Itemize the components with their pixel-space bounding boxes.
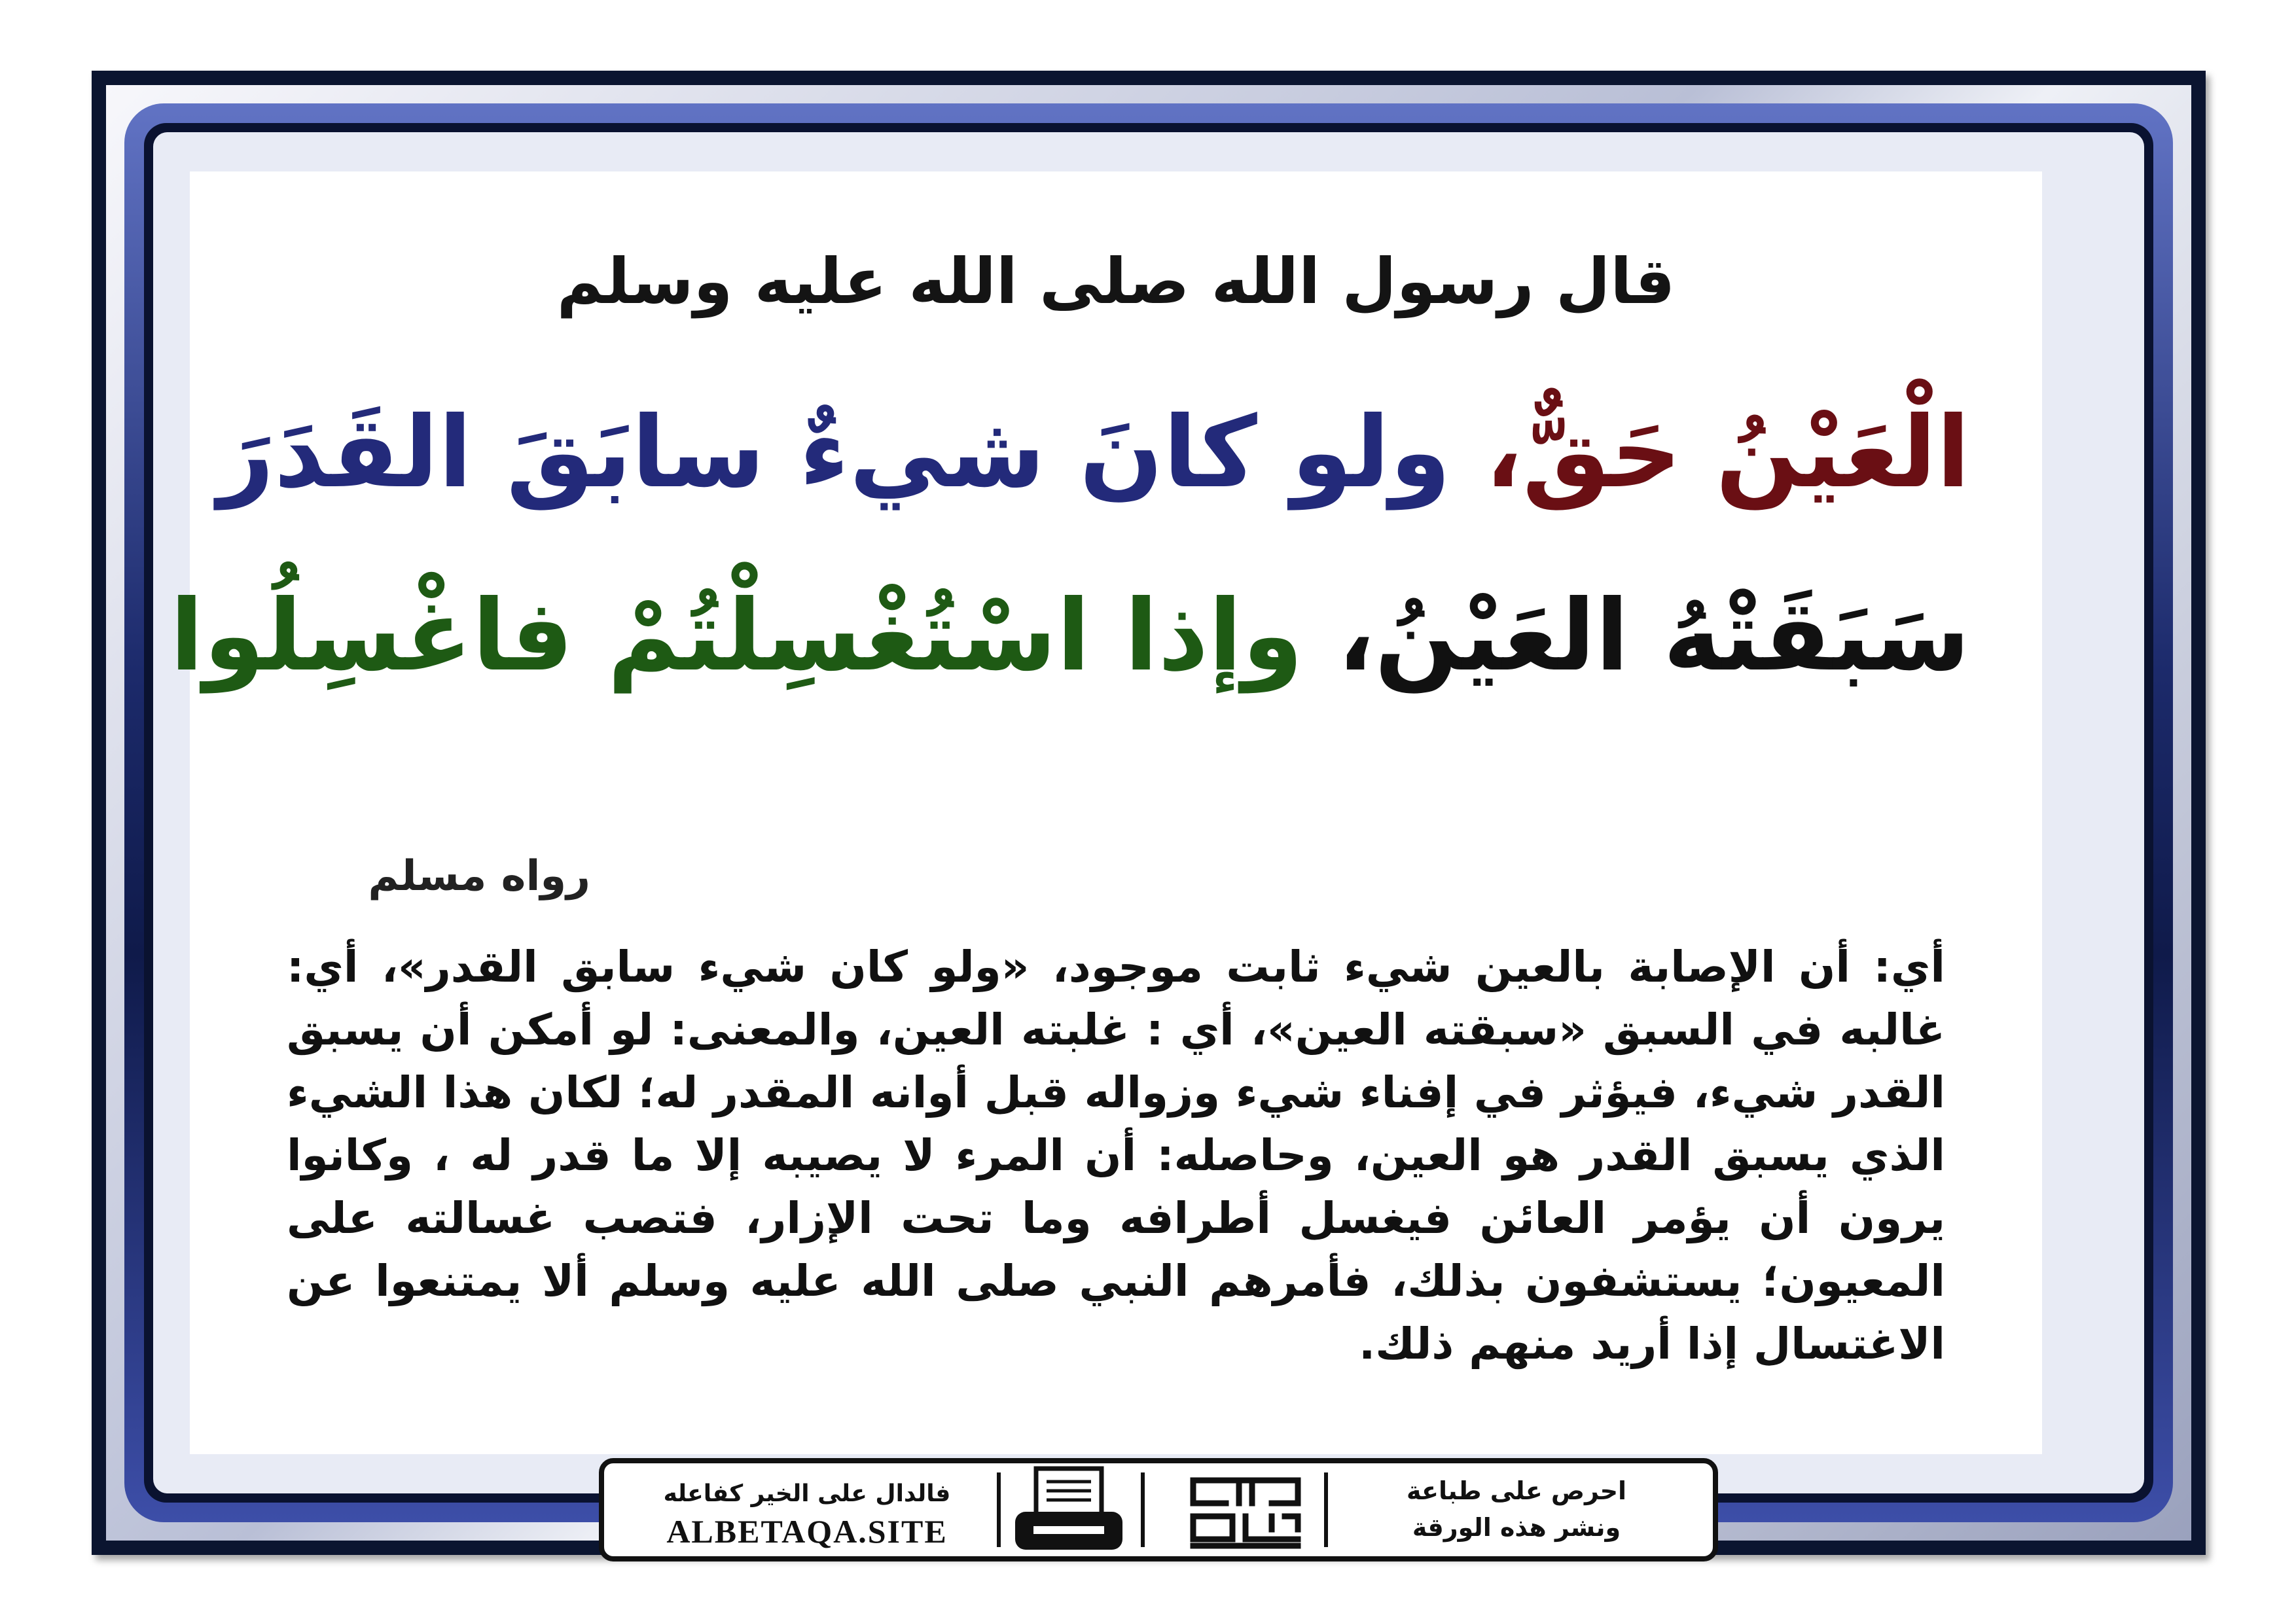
- footer-saying: فالدال على الخير كفاعله: [663, 1480, 951, 1507]
- hadith-phrase-4: وإذا اسْتُغْسِلْتُمْ فاغْسِلُوا: [170, 579, 1304, 693]
- footer-divider: [997, 1472, 1001, 1547]
- commentary-text: أي: أن الإصابة بالعين شيء ثابت موجود، «ولو كان شيء سابق القدر»، أي: غالبه في السبق «سبقته العين»، أي : غلبته العين، والمعنى: لو أمكن أن يسبق القدر شيء، فيؤثر في إفناء شيء وزواله قبل أوانه المقدر له؛ لكان هذا الشيء الذي يسبق القدر هو العين، وحاصله: أن المرء لا يصيبه إلا ما قدر له ، وكانوا يرون أن يؤمر العائن فيغسل أطرافه وما تحت الإزار، فتصب غسالته على المعيون؛ يستشفون بذلك، فأمرهم النبي صلى الله عليه وسلم ألا يمتنعوا عن الاغتسال إذا أريد منهم ذلك.: [287, 942, 1945, 1369]
- hadith-phrase-3: سَبَقَتْهُ العَيْنُ،: [1337, 579, 1970, 693]
- footer-divider: [1324, 1472, 1328, 1547]
- footer-note-line-2: ونشر هذه الورقة: [1412, 1513, 1621, 1542]
- intro-heading: قال رسول الله صلى الله عليه وسلم: [556, 245, 1676, 318]
- hadith-line-1: [217, 394, 1970, 512]
- footer-divider: [1141, 1472, 1145, 1547]
- hadith-line-2: [170, 577, 1970, 695]
- footer-site-link[interactable]: ALBETAQA.SITE: [666, 1513, 948, 1550]
- hadith-phrase-1: الْعَيْنُ حَقٌّ،: [1484, 396, 1970, 510]
- footer-banner: [599, 1458, 1718, 1561]
- logo-image: [1180, 1467, 1311, 1552]
- hadith-source: رواه مسلم: [368, 852, 590, 901]
- footer-note-line-1: احرص على طباعة: [1406, 1476, 1627, 1505]
- hadith-phrase-2: ولو كانَ شيءٌ سابَقَ القَدَرَ: [217, 396, 1451, 510]
- footer-site-block: [624, 1472, 990, 1551]
- printer-icon: [1003, 1463, 1134, 1556]
- footer-print-note: [1340, 1472, 1693, 1551]
- content-panel: [170, 171, 2042, 1454]
